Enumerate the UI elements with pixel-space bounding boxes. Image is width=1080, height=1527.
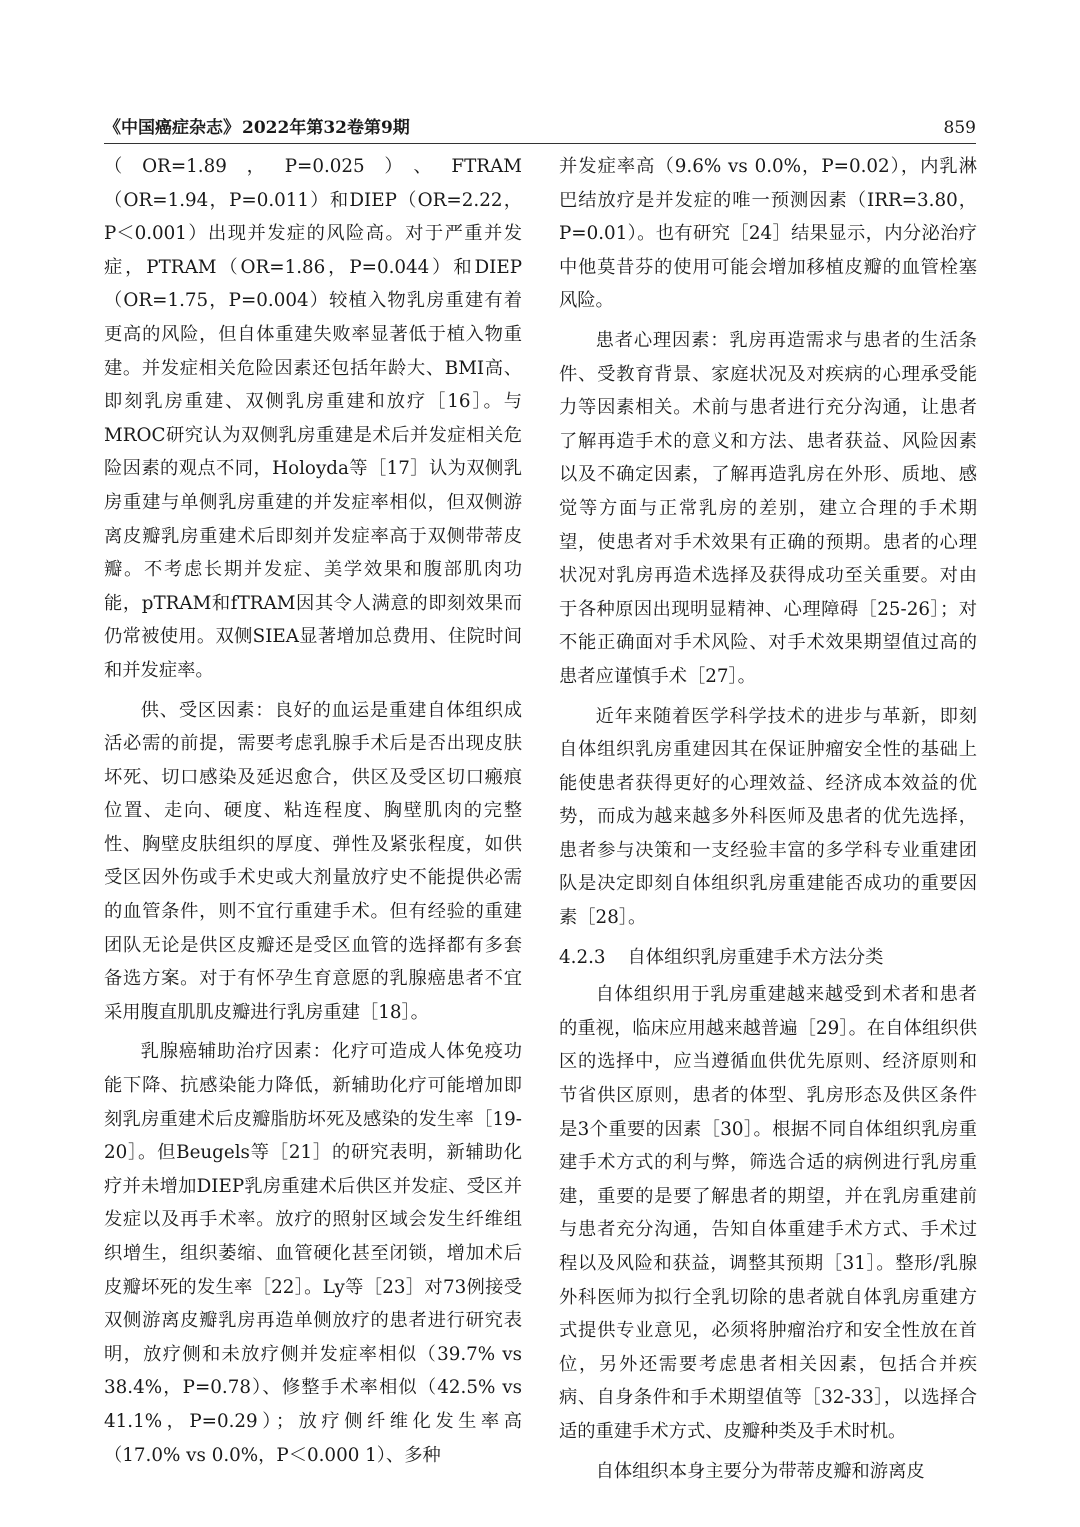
header-rule [104,143,976,144]
right-column [559,150,977,1494]
paragraph: （OR=1.89，P=0.025）、FTRAM（OR=1.94，P=0.011）和DIEP（OR=2.22，P＜0.001）出现并发症的风险高。对于严重并发症，PTRAM（OR=1.86，P=0.044）和DIEP（OR=1.75，P=0.004）较植入物乳房重建有着更高的风险，但自体重建失败率显著低于植入物重建。并发症相关危险因素还包括年龄大、BMI高、即刻乳房重建、双侧乳房重建和放疗［16］。与MROC研究认为双侧乳房重建是术后并发症相关危险因素的观点不同，Holoyda等［17］认为双侧乳房重建与单侧乳房重建的并发症率相似，但双侧游离皮瓣乳房重建术后即刻并发症率高于双侧带蒂皮瓣。不考虑长期并发症、美学效果和腹部肌肉功能，pTRAM和fTRAM因其令人满意的即刻效果而仍常被使用。双侧SIEA显著增加总费用、住院时间和并发症率。 [104,156,522,681]
paragraph: 自体组织用于乳房重建越来越受到术者和患者的重视，临床应用越来越普遍［29］。在自体组织供区的选择中，应当遵循血供优先原则、经济原则和节省供区原则，患者的体型、乳房形态及供区条件是3个重要的因素［30］。根据不同自体组织乳房重建手术方式的利与弊，筛选合适的病例进行乳房重建，重要的是要了解患者的期望，并在乳房重建前与患者充分沟通，告知自体重建手术方式、手术过程以及风险和获益，调整其预期［31］。整形/乳腺外科医师为拟行全乳切除的患者就自体乳房重建方式提供专业意见，必须将肿瘤治疗和安全性放在首位，另外还需要考虑患者相关因素，包括合并疾病、自身条件和手术期望值等［32-33］，以选择合适的重建手术方式、皮瓣种类及手术时机。 [559,984,977,1442]
section-number: 4.2.3 [559,946,606,968]
running-header [104,116,976,142]
page-number: 859 [943,118,976,138]
paragraph: 患者心理因素：乳房再造需求与患者的生活条件、受教育背景、家庭状况及对疾病的心理承受能力等因素相关。术前与患者进行充分沟通，让患者了解再造手术的意义和方法、患者获益、风险因素以及不确定因素，了解再造乳房在外形、质地、感觉等方面与正常乳房的差别，建立合理的手术期望，使患者对手术效果有正确的预期。患者的心理状况对乳房再造术选择及获得成功至关重要。对由于各种原因出现明显精神、心理障碍［25-26］；对不能正确面对手术风险、对手术效果期望值过高的患者应谨慎手术［27］。 [559,329,977,687]
journal-title: 《中国癌症杂志》 2022年第32卷第9期 [104,118,410,138]
left-column [104,150,522,1478]
paragraph: 并发症率高（9.6% vs 0.0%，P=0.02），内乳淋巴结放疗是并发症的唯一预测因素（IRR=3.80，P=0.01）。也有研究［24］结果显示，内分泌治疗中他莫昔芬的使用可能会增加移植皮瓣的血管栓塞风险。 [559,156,977,312]
journal-issue: 2022年第32卷第9期 [242,118,410,138]
section-title: 自体组织乳房重建手术方法分类 [627,946,884,968]
paragraph: 供、受区因素：良好的血运是重建自体组织成活必需的前提，需要考虑乳腺手术后是否出现皮肤坏死、切口感染及延迟愈合，供区及受区切口瘢痕位置、走向、硬度、粘连程度、胸壁肌肉的完整性、胸壁皮肤组织的厚度、弹性及紧张程度，如供受区因外伤或手术史或大剂量放疗史不能提供必需的血管条件，则不宜行重建手术。但有经验的重建团队无论是供区皮瓣还是受区血管的选择都有多套备选方案。对于有怀孕生育意愿的乳腺癌患者不宜采用腹直肌肌皮瓣进行乳房重建［18］。 [104,699,522,1023]
paragraph: 自体组织本身主要分为带蒂皮瓣和游离皮 [595,1460,925,1482]
section-heading [559,941,977,975]
paragraph: 乳腺癌辅助治疗因素：化疗可造成人体免疫功能下降、抗感染能力降低，新辅助化疗可能增加即刻乳房重建术后皮瓣脂肪坏死及感染的发生率［19-20］。但Beugels等［21］的研究表明，新辅助化疗并未增加DIEP乳房重建术后供区并发症、受区并发症以及再手术率。放疗的照射区域会发生纤维组织增生，组织萎缩、血管硬化甚至闭锁，增加术后皮瓣坏死的发生率［22］。Ly等［23］对73例接受双侧游离皮瓣乳房再造单侧放疗的患者进行研究表明，放疗侧和未放疗侧并发症率相似（39.7% vs 38.4%，P=0.78）、修整手术率相似（42.5% vs 41.1%，P=0.29）；放疗侧纤维化发生率高（17.0% vs 0.0%，P＜0.000 1）、多种 [104,1041,522,1466]
paragraph: 近年来随着医学科学技术的进步与革新，即刻自体组织乳房重建因其在保证肿瘤安全性的基础上能使患者获得更好的心理效益、经济成本效益的优势，而成为越来越多外科医师及患者的优先选择，患者参与决策和一支经验丰富的多学科专业重建团队是决定即刻自体组织乳房重建能否成功的重要因素［28］。 [559,705,977,929]
